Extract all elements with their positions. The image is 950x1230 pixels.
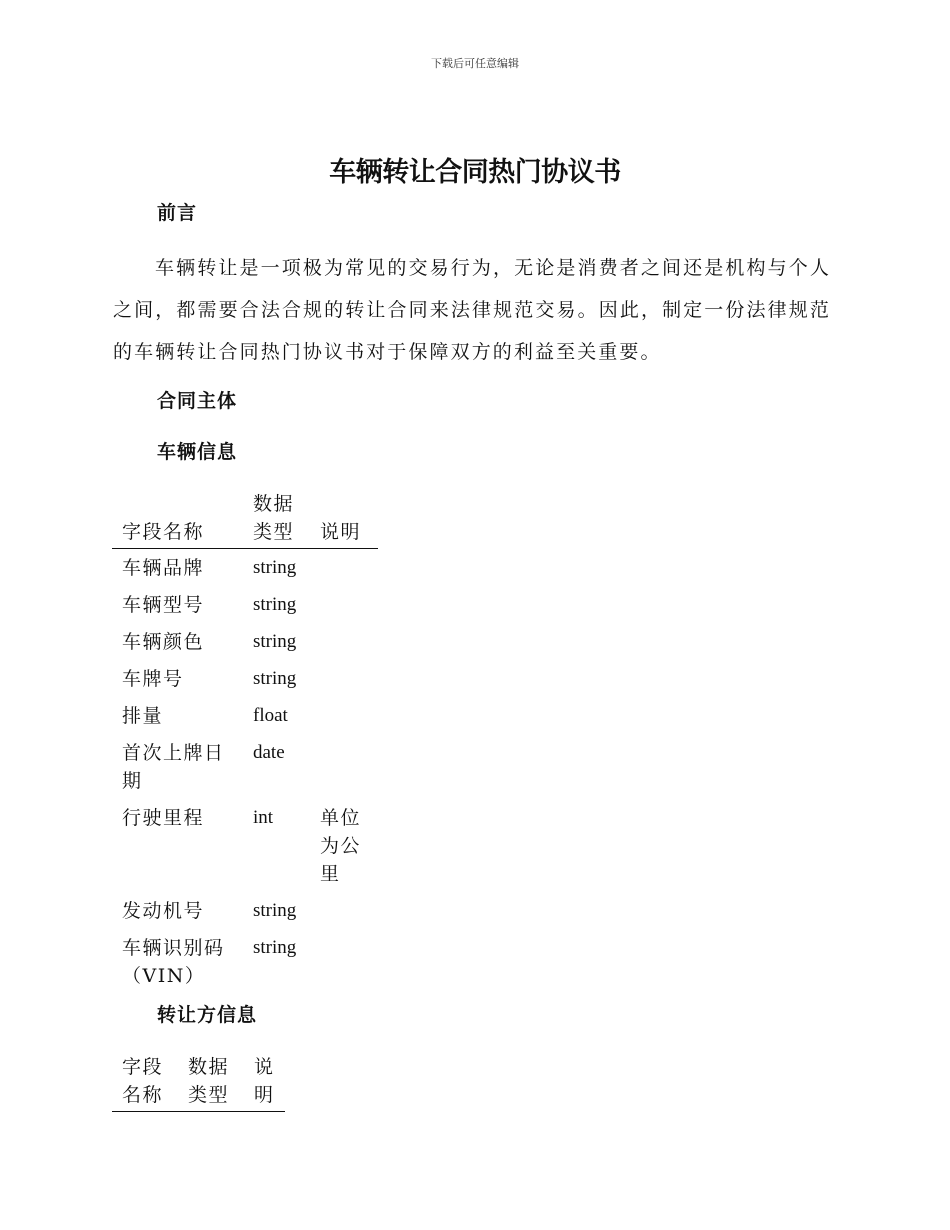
data-type-cell: string — [253, 668, 297, 689]
field-name-cell: 车辆型号 — [122, 594, 205, 616]
table-row — [112, 892, 378, 929]
description-cell — [310, 549, 378, 587]
field-name-cell: 车辆品牌 — [122, 557, 205, 579]
field-name-cell: 首次上牌日期 — [122, 742, 225, 792]
page-header-note: 下载后可任意编辑 — [431, 57, 519, 70]
preface-paragraph: 车辆转让是一项极为常见的交易行为，无论是消费者之间还是机构与个人之间，都需要合法合规的转让合同来法律规范交易。因此，制定一份法律规范的车辆转让合同热门协议书对于保障双方的利益至关重要。 — [113, 257, 831, 363]
table-row — [112, 929, 378, 994]
column-header-data-type: 数据类型 — [178, 1053, 244, 1112]
table-row — [112, 734, 378, 799]
table-row — [112, 660, 378, 697]
data-type-cell: string — [253, 937, 297, 958]
data-type-cell: float — [253, 705, 288, 726]
field-name-cell: 车辆颜色 — [122, 631, 205, 653]
transferor-info-table — [112, 1053, 285, 1112]
field-name-cell: 车辆识别码（VIN） — [122, 937, 225, 987]
column-header-data-type: 数据类型 — [243, 490, 310, 549]
column-header-field-name: 字段名称 — [112, 1053, 178, 1112]
field-name-cell: 车牌号 — [122, 668, 184, 690]
section-heading-contract-subject: 合同主体 — [157, 390, 238, 412]
field-name-cell: 排量 — [122, 705, 164, 727]
vehicle-info-table — [112, 490, 378, 994]
table-row — [112, 697, 378, 734]
table-row — [112, 799, 378, 892]
data-type-cell: string — [253, 900, 297, 921]
table-row — [112, 586, 378, 623]
table-row — [112, 623, 378, 660]
description-cell — [310, 892, 378, 929]
section-heading-preface: 前言 — [157, 202, 198, 224]
table-row — [112, 549, 378, 587]
data-type-cell: date — [253, 742, 285, 763]
description-cell — [310, 734, 378, 799]
table-header-row — [112, 490, 378, 549]
data-type-cell: int — [253, 807, 274, 828]
column-header-field-name: 字段名称 — [112, 490, 243, 549]
data-type-cell: string — [253, 594, 297, 615]
column-header-description: 说明 — [244, 1053, 285, 1112]
data-type-cell: string — [253, 557, 297, 578]
section-heading-vehicle-info: 车辆信息 — [157, 441, 238, 463]
section-heading-transferor-info: 转让方信息 — [157, 1004, 258, 1026]
table-header-row — [112, 1053, 285, 1112]
data-type-cell: string — [253, 631, 297, 652]
description-cell — [310, 929, 378, 994]
description-cell — [310, 697, 378, 734]
document-title: 车辆转让合同热门协议书 — [329, 157, 621, 188]
description-cell: 单位为公里 — [320, 807, 362, 885]
description-cell — [310, 623, 378, 660]
description-cell — [310, 586, 378, 623]
field-name-cell: 行驶里程 — [122, 807, 205, 829]
field-name-cell: 发动机号 — [122, 900, 205, 922]
column-header-description: 说明 — [310, 490, 378, 549]
description-cell — [310, 660, 378, 697]
